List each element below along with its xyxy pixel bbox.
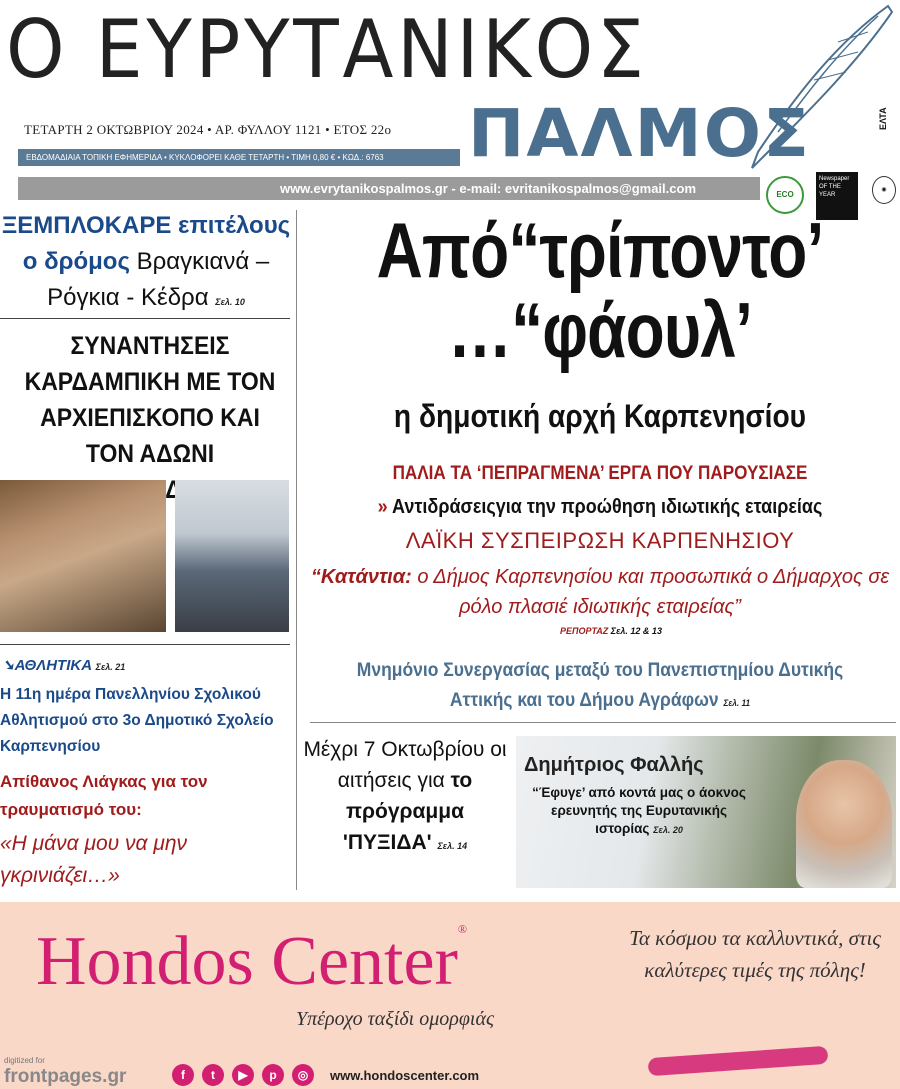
sports-section[interactable] <box>2 656 125 674</box>
reactions-text: Αντιδράσειςγια την προώθηση ιδιωτικής εταιρείας <box>387 496 823 518</box>
headline-line-1: Από“τρίποντο’ <box>376 206 824 294</box>
story-liagkas[interactable]: Απίθανος Λιάγκας για τον τραυματισμό του: <box>0 772 208 819</box>
photo-georgiadis-meeting <box>175 480 289 632</box>
photo-fallis-portrait <box>796 760 892 888</box>
page-ref: Σελ. 21 <box>95 662 126 672</box>
fallis-text: “Έφυγε’ από κοντά μας ο άοκνος ερευνητής της Ευρυτανικής ιστορίας <box>532 785 746 836</box>
reportage-ref <box>560 626 662 636</box>
registered-mark: ® <box>457 922 468 936</box>
story-pyxida[interactable] <box>300 734 510 862</box>
arrow-icon: ➘ <box>2 657 15 674</box>
story-meetings-text: ΣΥΝΑΝΤΗΣΕΙΣ ΚΑΡΔΑΜΠΙΚΗ ΜΕ ΤΟΝ ΑΡΧΙΕΠΙΣΚΟΠΟ ΚΑΙ ΤΟΝ ΑΔΩΝΙ <box>24 332 276 468</box>
divider <box>0 644 290 645</box>
reportage-label: ΡΕΠΟΡΤΑΖ <box>560 626 609 636</box>
newspaper-of-year-badge: Newspaper OF THE YEAR <box>816 172 858 220</box>
pyxida-bold: το πρόγραμμα 'ΠΥΞΙΔΑ' <box>342 769 473 854</box>
facebook-icon[interactable]: f <box>172 1064 194 1086</box>
hondos-logo <box>36 922 467 1002</box>
digitized-label: digitized for <box>4 1056 45 1065</box>
headline-line-2: …“φάουλ’ <box>447 286 753 374</box>
liagkas-quote: «Η μάνα μου να μην γκρινιάζει…» <box>0 832 188 887</box>
info-bar: ΕΒΔΟΜΑΔΙΑΙΑ ΤΟΠΙΚΗ ΕΦΗΜΕΡΙΔΑ • ΚΥΚΛΟΦΟΡΕΙ ΚΑΘΕ ΤΕΤΑΡΤΗ • ΤΙΜΗ 0,80 € • ΚΩΔ.: 6763 <box>18 149 460 166</box>
page-ref: Σελ. 20 <box>653 825 683 835</box>
divider <box>310 722 896 723</box>
frontpages-logo[interactable]: frontpages.gr <box>4 1066 127 1087</box>
fallis-title[interactable]: Δημήτριος Φαλλής <box>524 754 704 776</box>
eco-friendly-icon: ECO <box>766 176 804 214</box>
quill-icon <box>718 2 896 172</box>
ad-website[interactable]: www.hondoscenter.com <box>330 1068 480 1083</box>
page-ref: Σελ. 14 <box>437 841 468 851</box>
page-ref: Σελ. 11 <box>723 698 751 708</box>
story-school-sports[interactable]: Η 11η ημέρα Πανελληνίου Σχολικού Αθλητισμού στο 3ο Δημοτικό Σχολείο Καρπενησίου <box>0 686 274 755</box>
seal-icon: ◉ <box>872 176 896 204</box>
ad-tagline: Υπέροχο ταξίδι ομορφιάς <box>296 1008 495 1030</box>
arrow-icon: » <box>377 496 388 518</box>
photo-archbishop-meeting <box>0 480 166 632</box>
instagram-icon[interactable]: ◎ <box>292 1064 314 1086</box>
reactions-line <box>330 496 870 519</box>
headline-sub: η δημοτική αρχή Καρπενησίου <box>393 398 807 434</box>
kicker-red: ΠΑΛΙΑ ΤΑ ‘ΠΕΠΡΑΓΜΕΝΑ’ ΕΡΓΑ ΠΟΥ ΠΑΡΟΥΣΙΑΣΕ <box>392 463 808 484</box>
column-rule <box>296 210 297 890</box>
quote-rest: ο Δήμος Καρπενησίου και προσωπικά ο Δήμαρχος σε ρόλο πλασιέ ιδιωτικής εταιρείας” <box>411 566 890 618</box>
main-quote <box>300 562 900 622</box>
ad-handwritten: Τα κόσμου τα καλλυντικά, στις καλύτερες τιμές της πόλης! <box>629 926 881 982</box>
story-road-bold: ΞΕΜΠΛΟΚΑΡΕ επιτέλους ο δρόμος <box>1 212 291 275</box>
pyxida-text: Μέχρι 7 Οκτωβρίου οι αιτήσεις για <box>303 738 507 792</box>
sports-label: ΑΘΛΗΤΙΚΑ <box>14 657 92 674</box>
story-memorandum[interactable] <box>324 656 876 718</box>
youtube-icon[interactable]: ▶ <box>232 1064 254 1086</box>
page-ref: Σελ. 12 & 13 <box>608 626 662 636</box>
masthead-subtitle: ΠΑΛΜΟΣ <box>468 95 811 172</box>
party-name: ΛΑΪΚΗ ΣΥΣΠΕΙΡΩΣΗ ΚΑΡΠΕΝΗΣΙΟΥ <box>405 528 795 553</box>
page-ref: Σελ. 10 <box>215 297 245 307</box>
twitter-icon[interactable]: t <box>202 1064 224 1086</box>
fallis-body <box>524 784 754 839</box>
elta-label: ΕΛΤΑ <box>878 107 888 130</box>
social-icons <box>172 1064 314 1086</box>
pinterest-icon[interactable]: p <box>262 1064 284 1086</box>
divider <box>0 318 290 319</box>
hondos-brand: Hondos Center <box>36 923 458 1000</box>
story-road[interactable] <box>0 208 292 320</box>
quote-bold: “Κατάντια: <box>310 566 412 588</box>
website-bar[interactable]: www.evrytanikospalmos.gr - e-mail: evritanikospalmos@gmail.com <box>18 177 760 200</box>
main-headline[interactable] <box>354 206 846 374</box>
masthead-title: Ο ΕΥΡΥΤΑΝΙΚΟΣ <box>6 3 648 96</box>
story-road-rest: Βραγκιανά – Ρόγκια - Κέδρα <box>47 248 270 311</box>
memorandum-text: Μνημόνιο Συνεργασίας μεταξύ του Πανεπιστημίου Δυτικής Αττικής και του Δήμου Αγράφων <box>356 660 844 711</box>
issue-line: ΤΕΤΑΡΤΗ 2 ΟΚΤΩΒΡΙΟΥ 2024 • ΑΡ. ΦΥΛΛΟΥ 1121 • ΕΤΟΣ 22ο <box>24 122 392 137</box>
